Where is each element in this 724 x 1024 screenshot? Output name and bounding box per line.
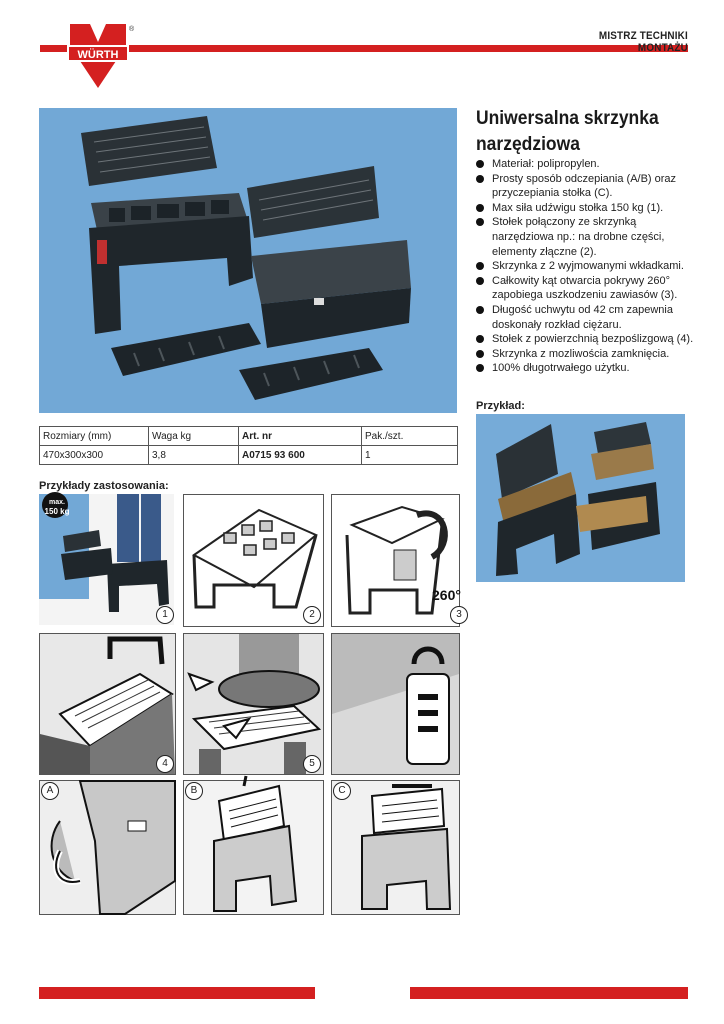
usage-panel-6 <box>331 633 460 775</box>
panel-number-2: 2 <box>303 606 321 624</box>
spec-header-row <box>40 427 458 446</box>
feature-item: Max siła udźwigu stołka 150 kg (1). <box>476 201 701 216</box>
filled-toolbox-illustration <box>476 414 685 582</box>
spec-header-cell: Waga kg <box>149 427 239 446</box>
example-label: Przykład: <box>476 400 525 412</box>
detach-stool-a-illustration <box>40 781 175 914</box>
panel-number-1: 1 <box>156 606 174 624</box>
angle-label: 260° <box>432 587 461 603</box>
product-title-line1: Uniwersalna skrzynka <box>476 108 659 129</box>
wurth-logo <box>68 24 128 88</box>
feature-item: 100% długotrwałego użytku. <box>476 361 701 376</box>
usage-panel-1 <box>39 494 174 625</box>
spec-value-cell: 3,8 <box>149 446 239 465</box>
spec-header-cell: Rozmiary (mm) <box>40 427 149 446</box>
stool-organizer-illustration <box>184 495 323 626</box>
feature-item: Całkowity kąt otwarcia pokrywy 260° zapobiega uszkodzeniu zawiasów (3). <box>476 274 701 303</box>
padlock-illustration <box>332 634 459 774</box>
feature-item: Materiał: polipropylen. <box>476 157 701 172</box>
spec-value-cell: 470x300x300 <box>40 446 149 465</box>
product-title-line2: narzędziowa <box>476 134 580 155</box>
registered-mark: ® <box>129 26 135 33</box>
header-title-line1: MISTRZ TECHNIKI <box>598 30 688 42</box>
header-rule <box>40 45 688 52</box>
panel-letter: C <box>333 782 351 800</box>
spec-value-cell: A0715 93 600 <box>239 446 362 465</box>
spec-header-cell: Art. nr <box>239 427 362 446</box>
lid-opening-illustration <box>332 495 459 626</box>
spec-header-cell: Pak./szt. <box>362 427 458 446</box>
usage-panel-b <box>183 780 324 915</box>
panel-number-4: 4 <box>156 755 174 773</box>
usage-panel-a <box>39 780 176 915</box>
feature-item: Długość uchwytu od 42 cm zapewnia doskonały rozkład ciężaru. <box>476 303 701 332</box>
feature-item: Stołek połączony ze skrzynką narzędziowa np.: na drobne części, elementy złączne (2). <box>476 215 701 259</box>
feature-item: Skrzynka z 2 wyjmowanymi wkładkami. <box>476 259 701 274</box>
feature-item: Stołek z powierzchnią bezpoślizgową (4). <box>476 332 701 347</box>
usage-panel-3 <box>331 494 460 627</box>
usage-panel-5 <box>183 633 324 775</box>
badge-top-text: max. <box>49 499 65 506</box>
feature-item: Skrzynka z mozliwościa zamknięcia. <box>476 347 701 362</box>
panel-number-3: 3 <box>450 606 468 624</box>
detach-stool-b-illustration <box>184 781 323 914</box>
panel-letter: A <box>41 782 59 800</box>
attach-stool-c-illustration <box>332 781 459 914</box>
spec-table <box>39 426 458 465</box>
product-title <box>476 106 678 158</box>
nonslip-surface-illustration <box>184 634 323 774</box>
spec-value-cell: 1 <box>362 446 458 465</box>
panel-letter: B <box>185 782 203 800</box>
usage-panel-2 <box>183 494 324 627</box>
example-photo <box>476 414 685 582</box>
header-title-line2: MONTAŻU <box>637 42 688 54</box>
carry-handle-illustration <box>40 634 175 774</box>
footer-bar-right <box>410 987 688 999</box>
feature-item: Prosty sposób odczepiania (A/B) oraz przyczepiania stołka (C). <box>476 172 701 201</box>
feature-list <box>476 157 701 376</box>
product-photo <box>39 108 457 413</box>
toolbox-illustration <box>39 108 457 413</box>
usage-label: Przykłady zastosowania: <box>39 480 169 492</box>
usage-panel-4 <box>39 633 176 775</box>
footer-bar-left <box>39 987 315 999</box>
brand-name: WÜRTH <box>77 49 119 61</box>
panel-number-5: 5 <box>303 755 321 773</box>
usage-panel-c <box>331 780 460 915</box>
spec-value-row <box>40 446 458 465</box>
badge-bottom-text: 150 kg <box>44 507 70 516</box>
header-title <box>599 30 688 54</box>
max-load-badge <box>42 498 72 516</box>
